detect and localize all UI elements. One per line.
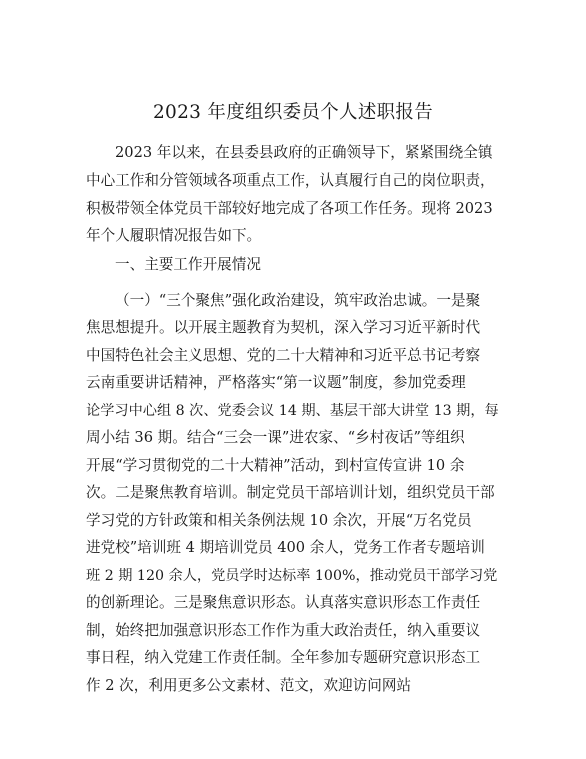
body-line: 进党校”培训班 4 期培训党员 400 余人，党务工作者专题培训 (86, 539, 485, 556)
body-line: 中国特色社会主义思想、党的二十大精神和习近平总书记考察 (86, 347, 481, 364)
section-heading: 一、主要工作开展情况 (115, 256, 261, 273)
page-title: 2023 年度组织委员个人述职报告 (152, 102, 434, 123)
body-line: （一）“三个聚焦”强化政治建设，筑牢政治忠诚。一是聚 (115, 292, 481, 309)
body-line: 周小结 36 期。结合“三会一课”进农家、“乡村夜话”等组织 (86, 429, 465, 446)
body-line: 云南重要讲话精神，严格落实“第一议题”制度，参加党委理 (86, 374, 466, 391)
body-line: 学习党的方针政策和相关条例法规 10 余次，开展“万名党员 (86, 512, 472, 529)
body-line: 事日程，纳入党建工作责任制。全年参加专题研究意识形态工 (86, 649, 481, 666)
intro-line: 2023 年以来，在县委县政府的正确领导下，紧紧围绕全镇 (115, 144, 493, 161)
body-line: 制，始终把加强意识形态工作作为重大政治责任，纳入重要议 (86, 622, 481, 639)
body-line: 焦思想提升。以开展主题教育为契机，深入学习习近平新时代 (86, 319, 481, 336)
body-line: 作 2 次，利用更多公文素材、范文，欢迎访问网站 (86, 677, 412, 694)
intro-line: 中心工作和分管领域各项重点工作，认真履行自己的岗位职责， (86, 172, 495, 189)
intro-line: 年个人履职情况报告如下。 (86, 227, 262, 244)
body-line: 次。二是聚焦教育培训。制定党员干部培训计划，组织党员干部 (86, 484, 495, 501)
body-line: 的创新理论。三是聚焦意识形态。认真落实意识形态工作责任 (86, 594, 481, 611)
body-line: 班 2 期 120 余人，党员学时达标率 100%，推动党员干部学习党 (86, 568, 498, 584)
body-line: 开展“学习贯彻党的二十大精神”活动，到村宣传宣讲 10 余 (86, 457, 465, 474)
intro-line: 积极带领全体党员干部较好地完成了各项工作任务。现将 2023 (86, 200, 493, 217)
body-line: 论学习中心组 8 次、党委会议 14 期、基层干部大讲堂 13 期，每 (86, 403, 499, 419)
